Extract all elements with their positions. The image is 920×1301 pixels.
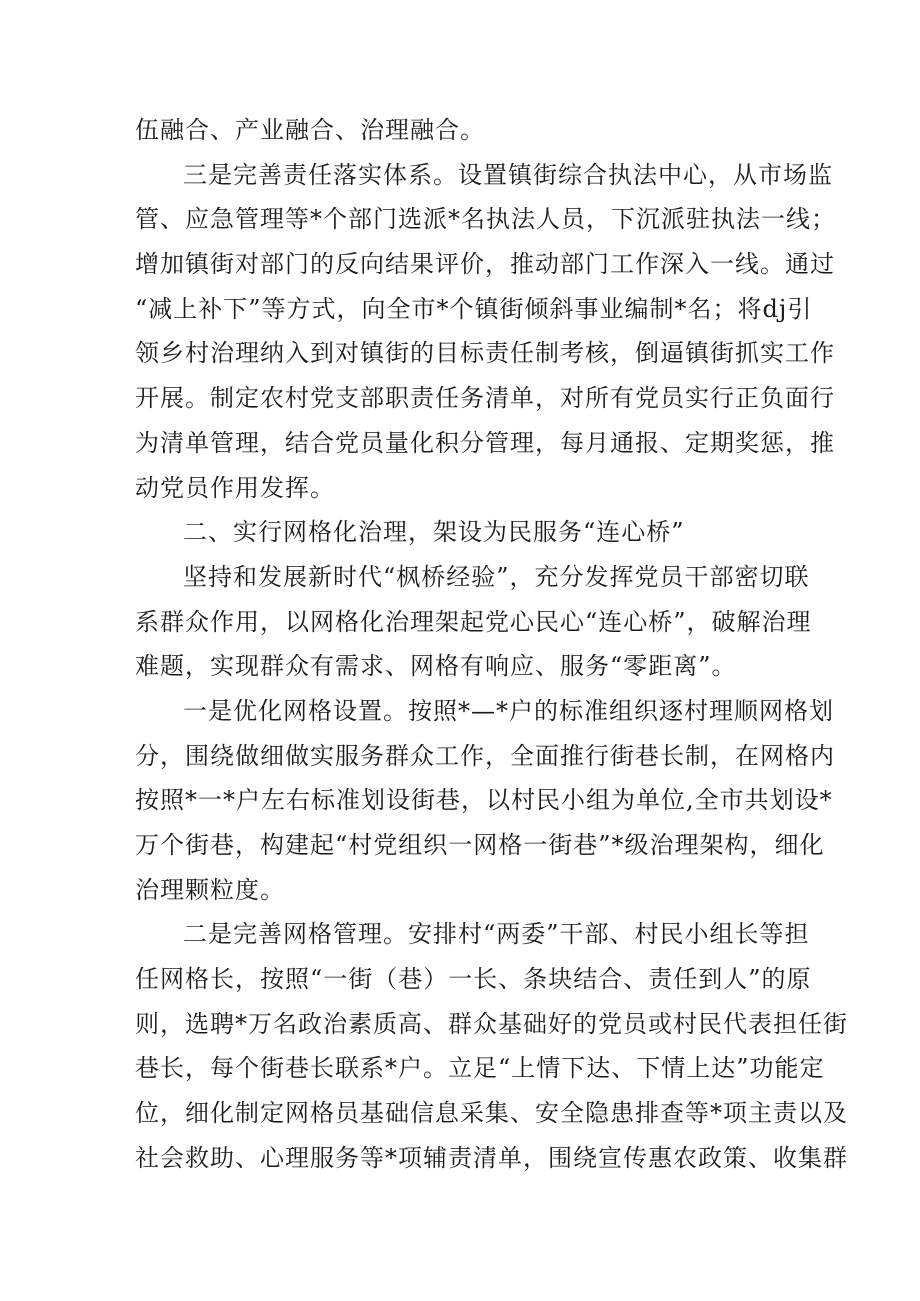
text-line: 管、应急管理等*个部门选派*名执法人员，下沉派驻执法一线； [135, 205, 836, 234]
text-line: 则，选聘*万名政治素质高、群众基础好的党员或村民代表担任街 [135, 1009, 848, 1038]
text-line: 分，围绕做细做实服务群众工作，全面推行街巷长制，在网格内 [135, 741, 835, 770]
text-line: 按照*一*户左右标准划设街巷，以村民小组为单位,全市共划设* [135, 786, 833, 815]
text-line: 治理颗粒度。 [135, 875, 285, 904]
text-line: 为清单管理，结合党员量化积分管理，每月通报、定期奖惩，推 [135, 428, 835, 457]
text-line: 一是优化网格设置。按照*—*户的标准组织逐村理顺网格划 [183, 696, 834, 725]
text-line: 领乡村治理纳入到对镇街的目标责任制考核，倒逼镇街抓实工作 [135, 339, 835, 368]
text-line: 难题，实现群众有需求、网格有响应、服务“零距离”。 [135, 652, 737, 681]
document-body [135, 108, 848, 1181]
text-line: 万个街巷，构建起“村党组织一网格一街巷”*级治理架构，细化 [135, 831, 825, 859]
text-line: 坚持和发展新时代“枫桥经验”，充分发挥党员干部密切联 [183, 562, 810, 591]
text-line: 系群众作用，以网格化治理架起党心民心“连心桥”，破解治理 [135, 607, 812, 636]
text-line: 任网格长，按照“一街（巷）一长、条块结合、责任到人”的原 [135, 965, 812, 994]
text-line: 增加镇街对部门的反向结果评价，推动部门工作深入一线。通过 [135, 250, 835, 279]
text-line: 巷长，每个街巷长联系*户。立足“上情下达、下情上达”功能定 [135, 1054, 825, 1083]
text-line: 三是完善责任落实体系。设置镇街综合执法中心，从市场监 [183, 160, 833, 189]
text-line: 位，细化制定网格员基础信息采集、安全隐患排查等*项主责以及 [135, 1099, 848, 1128]
text-line: 伍融合、产业融合、治理融合。 [135, 116, 485, 144]
text-line: 社会救助、心理服务等*项辅责清单，围绕宣传惠农政策、收集群 [135, 1143, 848, 1172]
text-line: 二是完善网格管理。安排村“两委”干部、村民小组长等担 [183, 920, 810, 949]
text-line: 动党员作用发挥。 [135, 473, 335, 502]
text-line: 开展。制定农村党支部职责任务清单，对所有党员实行正负面行 [135, 384, 835, 413]
text-line: 二、实行网格化治理，架设为民服务“连心桥” [183, 518, 685, 547]
text-line: “减上补下”等方式，向全市*个镇街倾斜事业编制*名；将dj引 [135, 294, 813, 323]
